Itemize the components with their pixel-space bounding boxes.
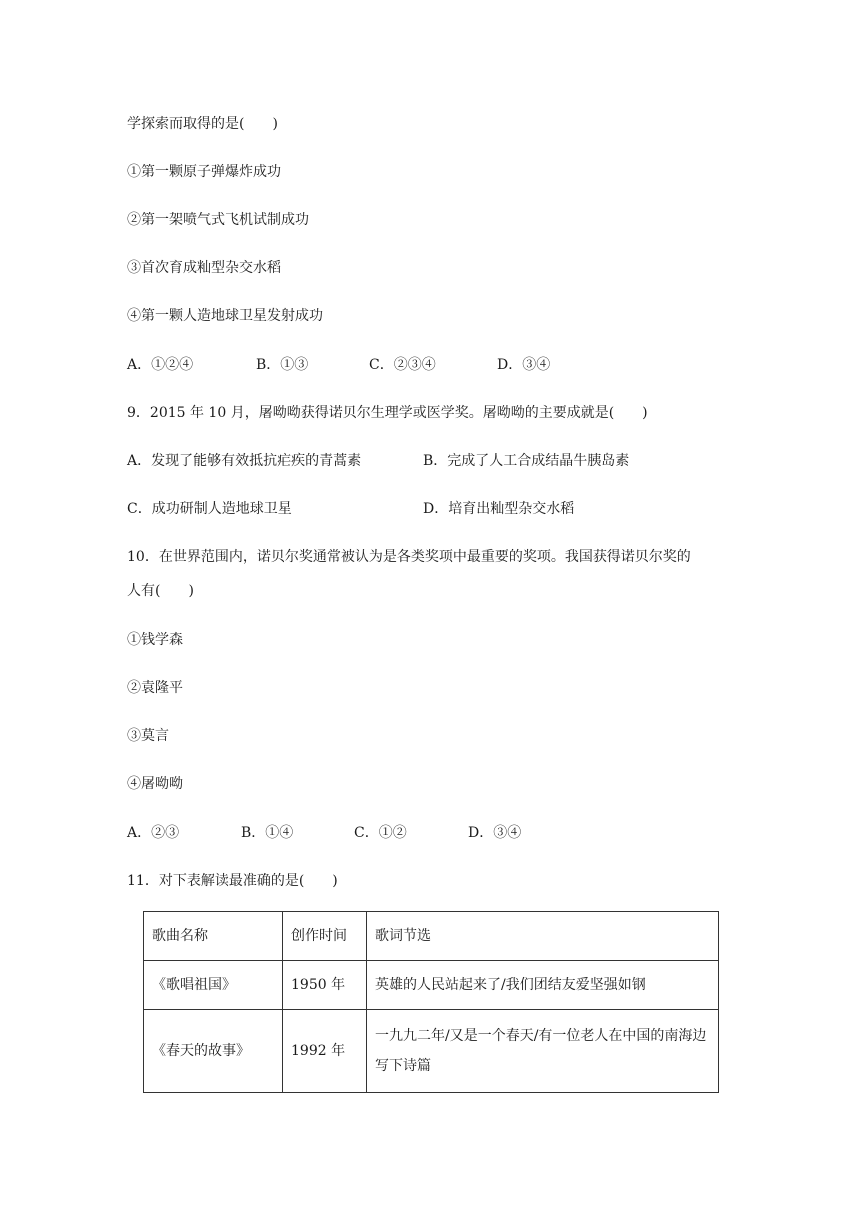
q10-stem-line2: 人有( ) xyxy=(127,583,194,599)
song-name-cell: 《春天的故事》 xyxy=(144,1010,283,1093)
q8-item-1: ①第一颗原子弹爆炸成功 xyxy=(127,164,281,180)
q11-stem: 11．对下表解读最准确的是( ) xyxy=(127,873,338,889)
creation-time-cell: 1950 年 xyxy=(283,961,367,1010)
q8-item-4: ④第一颗人造地球卫星发射成功 xyxy=(127,308,323,324)
q10-item-2: ②袁隆平 xyxy=(127,680,183,696)
q10-option-c: C．①② xyxy=(354,825,407,841)
q10-option-d: D．③④ xyxy=(468,825,522,841)
q8-option-b: B．①③ xyxy=(256,357,309,373)
table-row xyxy=(144,961,719,1010)
q8-item-2: ②第一架喷气式飞机试制成功 xyxy=(127,212,309,228)
lyrics-cell: 英雄的人民站起来了/我们团结友爱坚强如钢 xyxy=(367,961,719,1010)
lyrics-cell: 一九九二年/又是一个春天/有一位老人在中国的南海边写下诗篇 xyxy=(367,1010,719,1093)
song-table xyxy=(143,911,719,1093)
q9-option-b: B．完成了人工合成结晶牛胰岛素 xyxy=(423,453,630,469)
q10-option-a: A．②③ xyxy=(127,825,180,841)
q8-option-a: A．①②④ xyxy=(127,357,194,373)
q9-option-a: A．发现了能够有效抵抗疟疾的青蒿素 xyxy=(127,453,362,469)
table-header-row xyxy=(144,912,719,961)
q10-item-3: ③莫言 xyxy=(127,728,169,744)
q8-stem-tail: 学探索而取得的是( ) xyxy=(127,116,278,132)
song-name-cell: 《歌唱祖国》 xyxy=(144,961,283,1010)
q10-item-1: ①钱学森 xyxy=(127,632,183,648)
q8-option-d: D．③④ xyxy=(497,357,551,373)
q10-item-4: ④屠呦呦 xyxy=(127,776,183,792)
q9-option-c: C．成功研制人造地球卫星 xyxy=(127,501,292,517)
q9-stem: 9．2015 年 10 月，屠呦呦获得诺贝尔生理学或医学奖。屠呦呦的主要成就是( ) xyxy=(127,405,648,421)
header-song-name: 歌曲名称 xyxy=(144,912,283,961)
creation-time-cell: 1992 年 xyxy=(283,1010,367,1093)
table-row xyxy=(144,1010,719,1093)
q8-item-3: ③首次育成籼型杂交水稻 xyxy=(127,260,281,276)
header-lyrics-excerpt: 歌词节选 xyxy=(367,912,719,961)
q9-option-d: D．培育出籼型杂交水稻 xyxy=(423,501,575,517)
header-creation-time: 创作时间 xyxy=(283,912,367,961)
q10-option-b: B．①④ xyxy=(241,825,294,841)
q10-stem-line1: 10．在世界范围内，诺贝尔奖通常被认为是各类奖项中最重要的奖项。我国获得诺贝尔奖的 xyxy=(127,549,691,565)
q8-option-c: C．②③④ xyxy=(369,357,436,373)
